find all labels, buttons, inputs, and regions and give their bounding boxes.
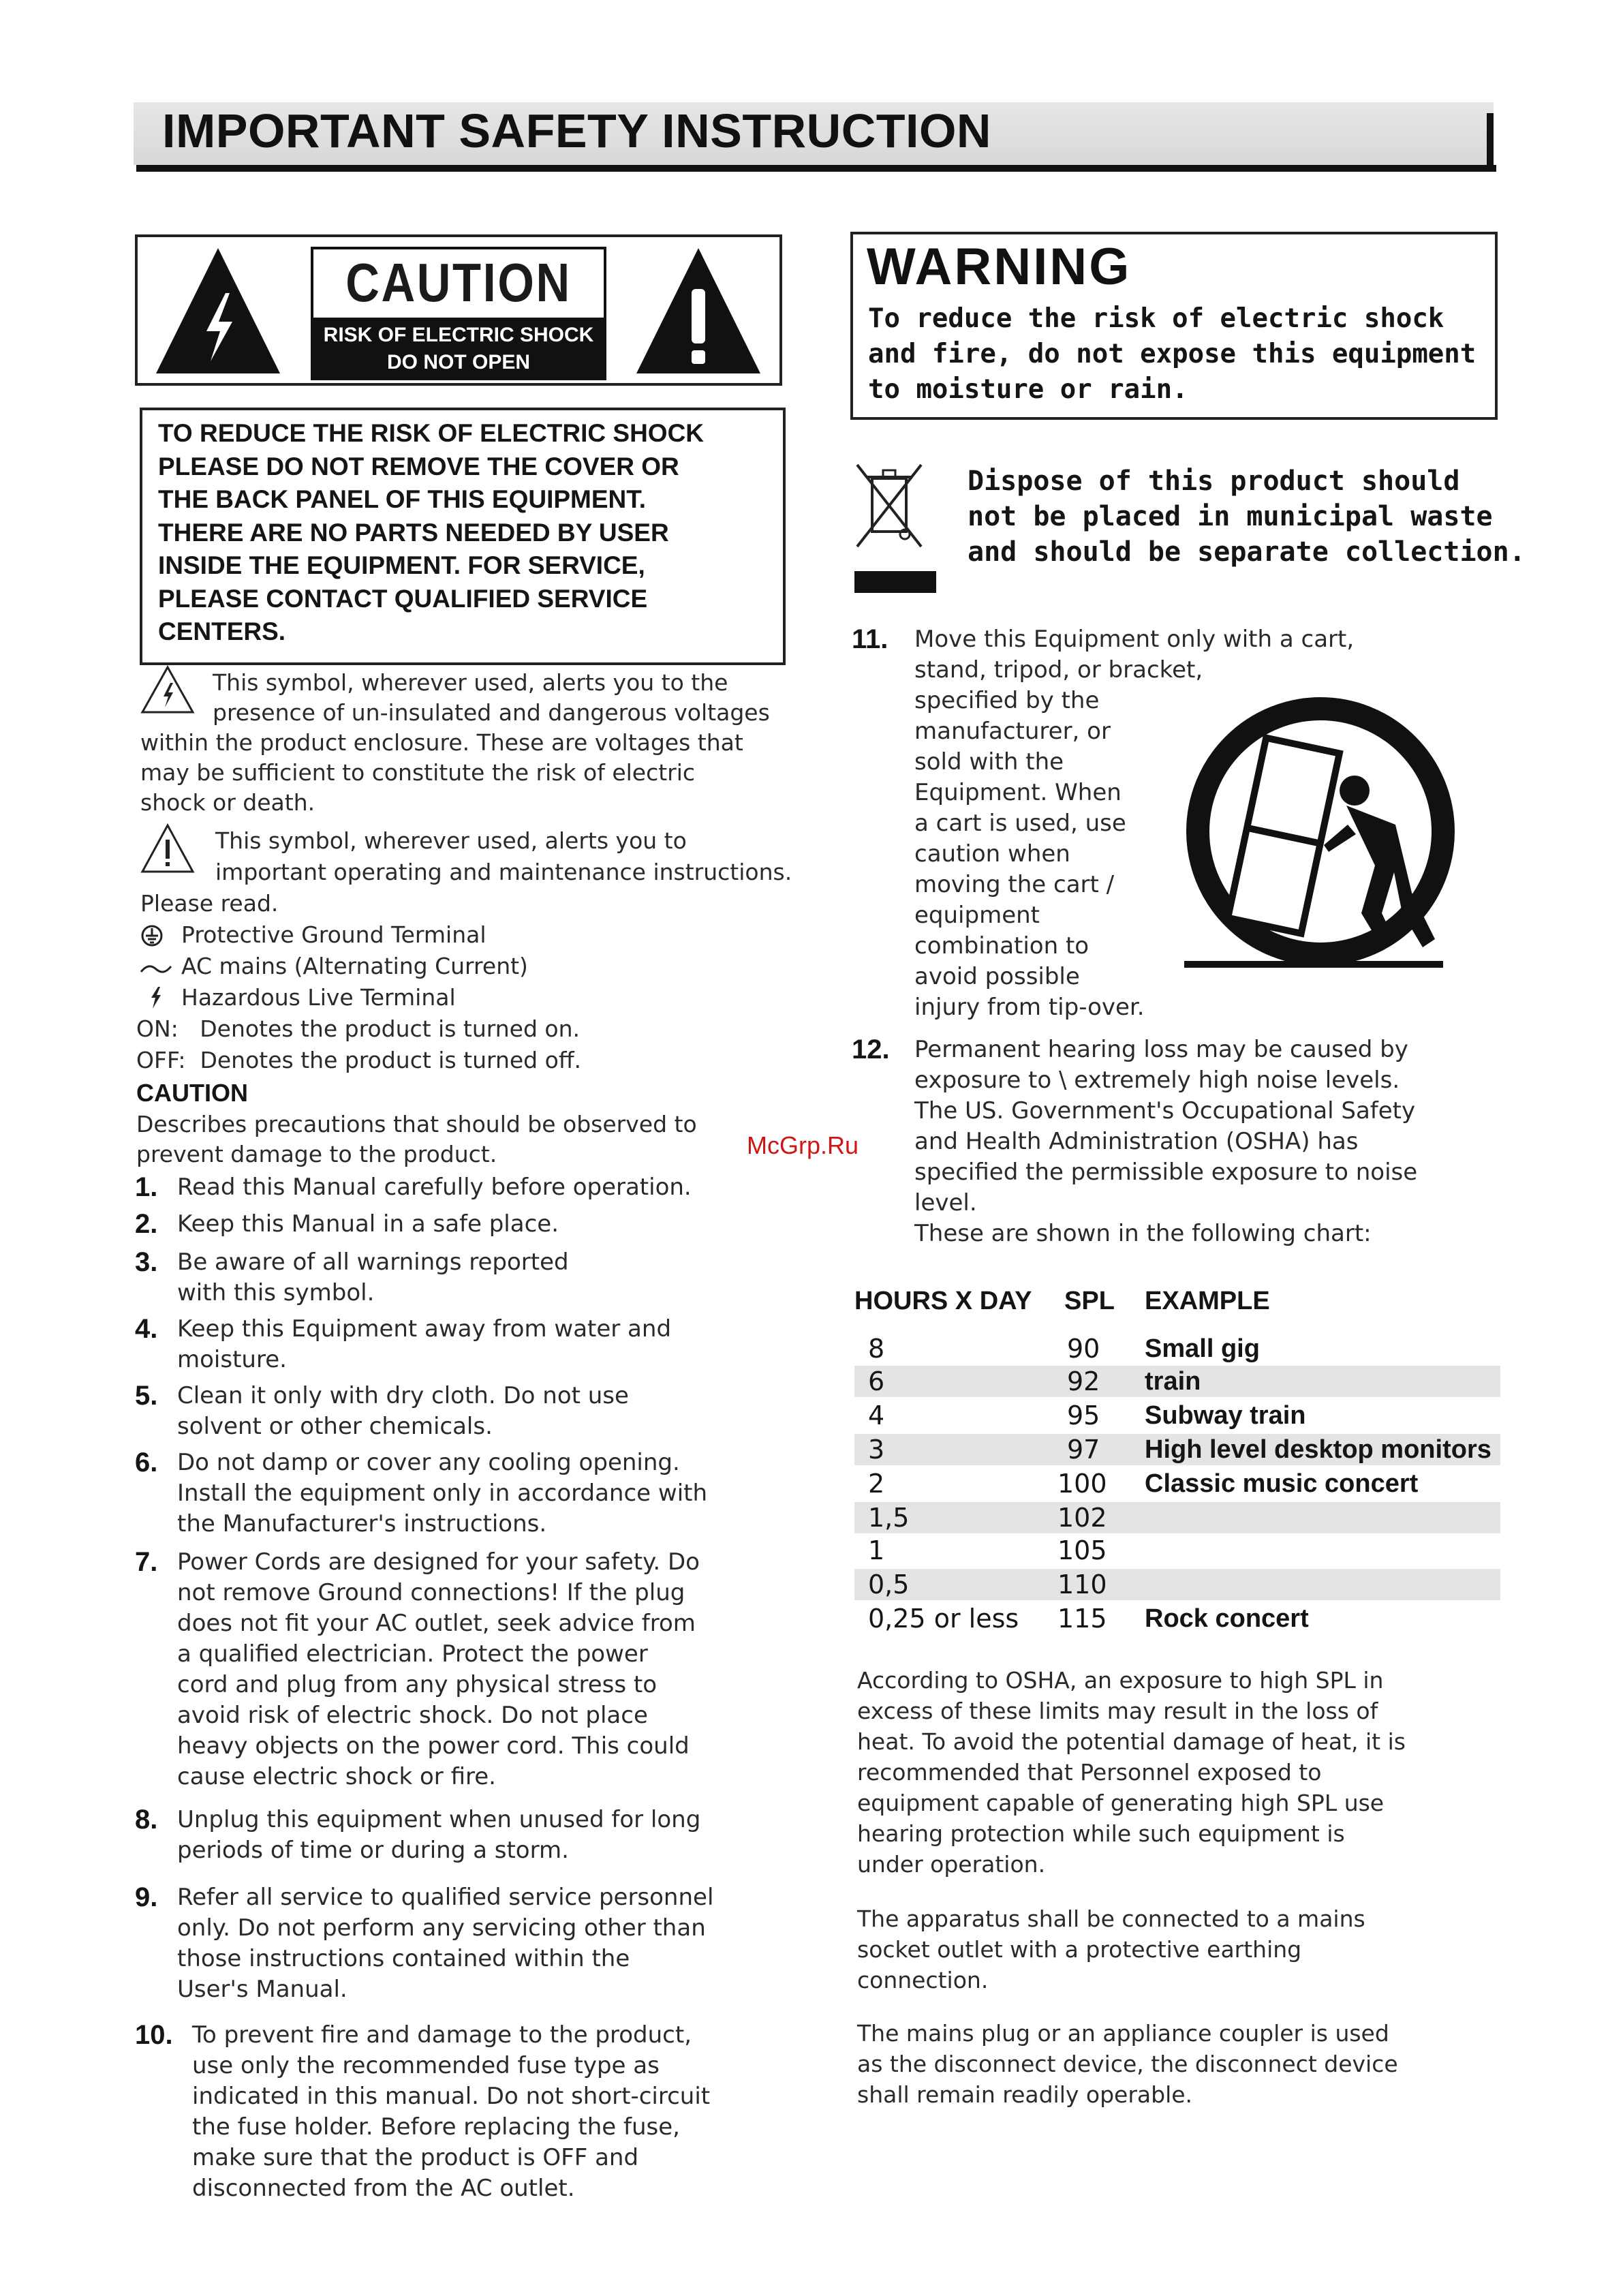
cart-tip-over-warning-icon (1177, 688, 1464, 988)
dispose-notice (968, 463, 1526, 570)
ac-mains-text: AC mains (Alternating Current) (181, 953, 528, 979)
table-cell-hours: 8 (868, 1334, 885, 1364)
hazardous-live-text: Hazardous Live Terminal (181, 984, 456, 1011)
item-text: avoid possible (914, 963, 1080, 990)
table-cell-spl: 102 (1057, 1503, 1107, 1533)
bolt-symbol-text: within the product enclosure. These are voltages that (140, 729, 743, 756)
title-end-mark (1487, 113, 1494, 168)
item-number: 11. (852, 624, 888, 654)
hazardous-live-icon (149, 985, 164, 1010)
caution-sign-line2: DO NOT OPEN (386, 351, 530, 373)
item-text: solvent or other chemicals. (177, 1413, 493, 1440)
item-text: Be aware of all warnings reported (177, 1249, 569, 1276)
table-cell-spl: 110 (1057, 1570, 1107, 1599)
item-text: Keep this Manual in a safe place. (177, 1210, 559, 1238)
item-text: sold with the (914, 748, 1064, 776)
item-text: avoid risk of electric shock. Do not place (177, 1702, 648, 1729)
table-header-hours: HOURS X DAY (854, 1287, 1032, 1315)
warning-line: To reduce the risk of electric shock (868, 303, 1444, 334)
dispose-line: and should be separate collection. (968, 536, 1526, 568)
item-text: make sure that the product is OFF and (192, 2144, 639, 2171)
item-text: heavy objects on the power cord. This could (177, 1732, 690, 1760)
item-number: 10. (135, 2020, 173, 2050)
risk-line: THERE ARE NO PARTS NEEDED BY USER (158, 518, 669, 547)
table-cell-spl: 115 (1057, 1604, 1107, 1634)
item-text: a cart is used, use (914, 810, 1126, 837)
item-text: specified by the (914, 687, 1100, 714)
exclamation-symbol-text: important operating and maintenance instructions. (215, 859, 792, 885)
item-number: 4. (135, 1314, 158, 1344)
osha-paragraph-line: According to OSHA, an exposure to high SPL in (857, 1667, 1384, 1694)
table-cell-example: High level desktop monitors (1145, 1435, 1491, 1464)
caution-sign-band (313, 318, 604, 378)
plug-paragraph-line: shall remain readily operable. (857, 2081, 1193, 2108)
item-text: with this symbol. (177, 1279, 375, 1306)
mains-paragraph-line: socket outlet with a protective earthing (857, 1936, 1302, 1963)
risk-line: THE BACK PANEL OF THIS EQUIPMENT. (158, 485, 647, 513)
item-number: 8. (135, 1805, 158, 1835)
item-text: moisture. (177, 1346, 287, 1373)
item-text: stand, tripod, or bracket, (914, 656, 1203, 684)
table-cell-hours: 1,5 (868, 1503, 910, 1533)
warning-line: to moisture or rain. (868, 374, 1188, 405)
item-text: equipment (914, 902, 1040, 929)
caution-description: prevent damage to the product. (136, 1141, 497, 1167)
table-cell-hours: 4 (868, 1400, 885, 1430)
item-text: Move this Equipment only with a cart, (914, 626, 1355, 653)
risk-line: CENTERS. (158, 617, 286, 645)
bolt-symbol-text: shock or death. (140, 789, 315, 816)
exclamation-warning-icon (634, 244, 763, 378)
table-cell-example: Classic music concert (1145, 1469, 1419, 1498)
caution-description: Describes precautions that should be observed to (136, 1111, 697, 1137)
item-number: 5. (135, 1381, 158, 1411)
osha-paragraph-line: under operation. (857, 1851, 1046, 1878)
item-text: combination to (914, 932, 1089, 960)
mains-paragraph-line: connection. (857, 1967, 989, 1993)
item-text: Power Cords are designed for your safety. Do (177, 1548, 700, 1576)
item-text: injury from tip-over. (914, 994, 1145, 1021)
item-text: periods of time or during a storm. (177, 1837, 569, 1864)
exclamation-symbol-text: This symbol, wherever used, alerts you to (215, 827, 687, 854)
item-number: 9. (135, 1882, 158, 1912)
watermark: McGrp.Ru (747, 1131, 859, 1159)
risk-line: TO REDUCE THE RISK OF ELECTRIC SHOCK (158, 419, 705, 447)
table-cell-example: train (1145, 1367, 1201, 1396)
table-cell-spl: 90 (1067, 1334, 1100, 1364)
dispose-line: Dispose of this product should (968, 465, 1460, 497)
item-number: 3. (135, 1247, 158, 1277)
item-text: moving the cart / (914, 871, 1115, 898)
table-header-example: EXAMPLE (1145, 1287, 1270, 1315)
item-text: cause electric shock or fire. (177, 1763, 496, 1790)
on-definition: ON: Denotes the product is turned on. (136, 1015, 580, 1042)
table-cell-hours: 0,5 (868, 1570, 910, 1599)
item-text: not remove Ground connections! If the plug (177, 1579, 685, 1606)
warning-text (868, 301, 1495, 408)
item-text: indicated in this manual. Do not short-circuit (192, 2083, 711, 2110)
item-text: Clean it only with dry cloth. Do not use (177, 1382, 629, 1409)
ac-mains-icon (139, 961, 173, 977)
caution-sign-line1: RISK OF ELECTRIC SHOCK (323, 324, 594, 346)
table-cell-hours: 3 (868, 1435, 885, 1465)
item-text: These are shown in the following chart: (914, 1220, 1372, 1247)
table-cell-hours: 2 (868, 1469, 885, 1499)
item-text: caution when (914, 840, 1070, 868)
item-text: Permanent hearing loss may be caused by (914, 1036, 1408, 1063)
ground-terminal-icon (140, 924, 164, 947)
osha-paragraph-line: equipment capable of generating high SPL use (857, 1790, 1385, 1816)
exclamation-symbol-text: Please read. (140, 890, 279, 917)
item-text: disconnected from the AC outlet. (192, 2175, 575, 2202)
table-cell-spl: 95 (1067, 1400, 1100, 1430)
item-text: and Health Administration (OSHA) has (914, 1128, 1359, 1155)
item-text: a qualified electrician. Protect the power (177, 1640, 648, 1668)
page-title: IMPORTANT SAFETY INSTRUCTION (162, 104, 991, 157)
risk-line: PLEASE DO NOT REMOVE THE COVER OR (158, 452, 679, 480)
item-text: Equipment. When (914, 779, 1122, 806)
item-text: cord and plug from any physical stress to (177, 1671, 658, 1698)
crossed-out-wheelie-bin-icon (852, 451, 927, 560)
bin-underline-bar (854, 571, 936, 593)
osha-paragraph-line: hearing protection while such equipment is (857, 1820, 1345, 1847)
table-cell-spl: 105 (1057, 1535, 1107, 1565)
warning-line: and fire, do not expose this equipment (868, 339, 1477, 369)
item-number: 6. (135, 1448, 158, 1478)
risk-notice-text (158, 417, 771, 649)
table-cell-example: Subway train (1145, 1401, 1306, 1430)
item-number: 7. (135, 1547, 158, 1577)
bolt-symbol-text: This symbol, wherever used, alerts you to the (213, 669, 728, 696)
risk-line: PLEASE CONTACT QUALIFIED SERVICE (158, 584, 648, 613)
table-cell-spl: 100 (1057, 1469, 1107, 1499)
bolt-symbol-text: may be sufficient to constitute the risk of electric (140, 759, 696, 786)
item-text: does not fit your AC outlet, seek advice from (177, 1610, 696, 1637)
table-header-spl: SPL (1064, 1287, 1115, 1315)
table-cell-hours: 6 (868, 1366, 885, 1396)
dispose-line: not be placed in municipal waste (968, 501, 1493, 532)
caution-heading: CAUTION (136, 1079, 248, 1107)
warning-title: WARNING (867, 238, 1132, 296)
osha-paragraph-line: recommended that Personnel exposed to (857, 1759, 1322, 1786)
off-definition: OFF: Denotes the product is turned off. (136, 1047, 582, 1073)
table-row-shade (854, 1502, 1500, 1533)
osha-paragraph-line: heat. To avoid the potential damage of heat, it is (857, 1728, 1406, 1755)
item-text: use only the recommended fuse type as (192, 2052, 660, 2079)
table-cell-spl: 97 (1067, 1435, 1100, 1465)
table-cell-hours: 1 (868, 1535, 885, 1565)
item-text: To prevent fire and damage to the product, (192, 2021, 692, 2049)
item-text: the fuse holder. Before replacing the fuse, (192, 2113, 680, 2141)
item-text: User's Manual. (177, 1976, 347, 2003)
item-text: manufacturer, or (914, 718, 1111, 745)
table-cell-hours: 0,25 or less (868, 1604, 1019, 1634)
item-number: 2. (135, 1209, 158, 1239)
electric-shock-warning-icon (153, 244, 283, 378)
plug-paragraph-line: as the disconnect device, the disconnect device (857, 2051, 1398, 2077)
item-text: those instructions contained within the (177, 1945, 630, 1972)
table-cell-example: Small gig (1145, 1334, 1260, 1363)
item-text: Install the equipment only in accordance with (177, 1480, 708, 1507)
item-text: The US. Government's Occupational Safety (914, 1097, 1416, 1124)
small-bolt-triangle-icon (140, 665, 195, 714)
item-text: Refer all service to qualified service personnel (177, 1884, 714, 1911)
item-text: specified the permissible exposure to noise (914, 1159, 1418, 1186)
caution-sign-word: CAUTION (345, 252, 572, 313)
item-text: Do not damp or cover any cooling opening. (177, 1449, 680, 1476)
item-number: 12. (852, 1035, 890, 1065)
small-exclamation-triangle-icon (140, 823, 195, 874)
table-cell-example: Rock concert (1145, 1604, 1309, 1633)
item-text: level. (914, 1189, 977, 1216)
plug-paragraph-line: The mains plug or an appliance coupler is used (857, 2020, 1389, 2047)
mains-paragraph-line: The apparatus shall be connected to a mains (857, 1905, 1365, 1932)
item-text: Unplug this equipment when unused for long (177, 1806, 701, 1833)
item-text: the Manufacturer's instructions. (177, 1510, 547, 1537)
osha-paragraph-line: excess of these limits may result in the loss of (857, 1698, 1378, 1724)
risk-line: INSIDE THE EQUIPMENT. FOR SERVICE, (158, 551, 645, 579)
bolt-symbol-text: presence of un-insulated and dangerous voltages (213, 699, 770, 726)
item-text: Read this Manual carefully before operation. (177, 1174, 692, 1201)
table-cell-spl: 92 (1067, 1366, 1100, 1396)
ground-terminal-text: Protective Ground Terminal (181, 921, 486, 948)
item-text: only. Do not perform any servicing other than (177, 1914, 706, 1942)
title-underline (136, 165, 1496, 172)
item-number: 1. (135, 1172, 158, 1202)
table-row-shade (854, 1569, 1500, 1600)
item-text: exposure to \ extremely high noise levels. (914, 1067, 1400, 1094)
item-text: Keep this Equipment away from water and (177, 1315, 672, 1343)
caution-sign (311, 247, 606, 380)
